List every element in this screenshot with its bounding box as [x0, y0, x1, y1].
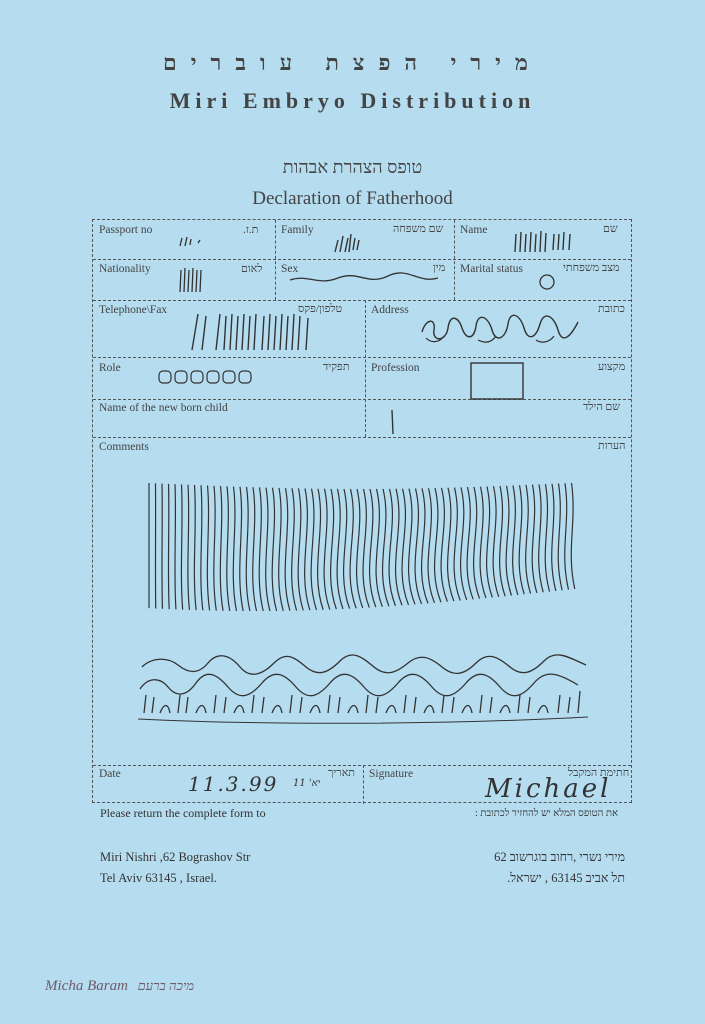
comment-scribble-stroke [201, 485, 203, 610]
address-en-line2: Tel Aviv 63145 , Israel. [100, 871, 217, 885]
row-divider [93, 437, 631, 438]
title-english: Miri Embryo Distribution [169, 88, 536, 113]
form-title-english: Declaration of Fatherhood [252, 188, 453, 209]
comment-scribble-stroke [259, 487, 263, 611]
artist-credit-he: מיכה ברעם [137, 978, 195, 993]
comments-label-he: הערות [598, 440, 626, 452]
comment-scribble-stroke [214, 486, 216, 611]
role-label-he: תפקיד [323, 361, 350, 373]
return-note-en: Please return the complete form to [100, 806, 266, 820]
comment-scribble-stroke [467, 487, 473, 599]
telephone-scribble [188, 310, 318, 354]
marital-scribble [538, 272, 558, 292]
comment-scribble-stroke [519, 485, 524, 594]
address-he-line2: תל אביב 63145 , ישראל. [507, 871, 625, 885]
comment-scribble-stroke [220, 486, 223, 611]
comment-scribble-stroke [545, 484, 549, 592]
comment-scribble-stroke [461, 487, 467, 600]
date-label: Date [99, 768, 121, 780]
passport-scribble [178, 234, 208, 250]
comment-scribble-stroke [253, 487, 257, 611]
sex-label: Sex [281, 263, 299, 275]
comment-scribble-stroke [571, 483, 575, 589]
comment-scribble-stroke [233, 487, 236, 611]
signature-label-he: חתימת המקבל [568, 767, 630, 779]
comment-scribble-stroke [266, 488, 270, 611]
sex-label-he: מין [433, 262, 446, 274]
role-scribble [157, 368, 267, 386]
comments-scribble-lines [145, 475, 585, 635]
address-en-line1: Miri Nishri ,62 Bograshov Str [100, 850, 251, 864]
row-divider [93, 357, 631, 358]
comment-scribble-stroke [324, 489, 330, 610]
form-title-hebrew: טופס הצהרת אבהות [282, 157, 423, 177]
col-divider [365, 300, 366, 437]
comment-scribble-stroke [513, 485, 518, 594]
comment-scribble-stroke [305, 489, 310, 611]
comment-scribble-stroke [428, 488, 434, 603]
comment-scribble-stroke [441, 488, 447, 602]
comment-scribble-stroke [298, 488, 303, 610]
profession-scribble [468, 360, 526, 402]
col-divider [454, 220, 455, 300]
comment-scribble-stroke [422, 488, 428, 603]
nationality-label: Nationality [99, 263, 151, 275]
comment-scribble-stroke [402, 489, 408, 605]
comment-scribble-stroke [350, 489, 356, 608]
title-hebrew: מירי הפצת עוברים [163, 50, 542, 75]
comment-scribble-stroke [357, 489, 363, 608]
comments-label: Comments [99, 441, 149, 453]
artist-credit [45, 978, 194, 995]
comment-scribble-stroke [168, 484, 169, 609]
comment-scribble-stroke [415, 488, 421, 603]
comment-scribble-stroke [370, 489, 376, 607]
comment-scribble-stroke [279, 488, 284, 611]
comment-scribble-stroke [272, 488, 276, 611]
comment-scribble-stroke [409, 489, 415, 605]
profession-label: Profession [371, 362, 420, 374]
comment-scribble-stroke [552, 484, 556, 591]
comment-scribble-stroke [311, 489, 316, 610]
comment-scribble-stroke [396, 489, 402, 606]
comment-scribble-stroke [181, 484, 182, 609]
family-label-he: שם משפחה [393, 223, 444, 235]
comment-scribble-stroke [188, 485, 190, 610]
declaration-form [92, 219, 632, 803]
address-scribble [418, 308, 588, 348]
address-he-line1: מירי נשרי ,רחוב בוגרשוב 62 [494, 850, 625, 864]
name-label: Name [460, 224, 488, 236]
row-divider [93, 300, 631, 301]
comment-scribble-stroke [331, 489, 337, 609]
date-value: 11.3.99 [188, 772, 279, 796]
comment-scribble-stroke [532, 485, 537, 593]
comment-scribble-stroke [246, 487, 250, 611]
comment-scribble-stroke [337, 489, 343, 609]
child-name-label-he: שם הילד [583, 401, 621, 413]
child-name-scribble [388, 408, 398, 436]
artist-credit-en: Micha Baram [45, 978, 128, 994]
nationality-label-he: לאום [241, 263, 263, 275]
child-name-label: Name of the new born child [99, 402, 228, 414]
comment-scribble-stroke [207, 486, 209, 611]
comment-scribble-stroke [344, 489, 350, 609]
signature-label: Signature [369, 768, 414, 780]
family-scribble [333, 230, 373, 254]
comment-scribble-stroke [506, 486, 511, 596]
role-label: Role [99, 362, 121, 374]
comment-scribble-stroke [493, 486, 499, 597]
comment-scribble-stroke [539, 484, 544, 592]
address-label: Address [371, 304, 409, 316]
name-label-he: שם [603, 223, 618, 235]
comments-scribble-text [138, 655, 593, 735]
comment-scribble-stroke [526, 485, 531, 594]
comment-scribble-stroke [285, 488, 290, 611]
nationality-scribble [178, 264, 208, 294]
comment-scribble-stroke [565, 483, 569, 589]
telephone-label: Telephone\Fax [99, 304, 168, 316]
col-divider [363, 765, 364, 804]
row-divider [93, 765, 631, 766]
date-label-he: תאריך [328, 767, 356, 779]
comment-scribble-stroke [383, 489, 389, 606]
col-divider [275, 220, 276, 300]
comment-scribble-stroke [376, 489, 382, 607]
comment-scribble-stroke [389, 489, 395, 606]
comment-scribble-stroke [454, 488, 460, 601]
comment-scribble-stroke [487, 486, 493, 597]
comment-scribble-stroke [227, 486, 230, 611]
telephone-label-he: טלפון/פקס [298, 303, 343, 315]
comment-scribble-stroke [240, 487, 243, 611]
row-divider [93, 259, 631, 260]
comment-scribble-stroke [448, 488, 454, 601]
marital-label: Marital status [460, 263, 523, 275]
sex-scribble [288, 272, 448, 292]
name-scribble [513, 228, 583, 254]
profession-label-he: מקצוע [598, 361, 626, 373]
comment-scribble-stroke [175, 484, 176, 609]
comment-scribble-stroke [480, 487, 486, 598]
return-note-he: את הטופס המלא יש להחזיר לכתובת : [475, 808, 619, 819]
comment-scribble-stroke [194, 485, 196, 610]
row-divider [93, 399, 631, 400]
comment-scribble-stroke [292, 488, 297, 610]
comment-scribble-stroke [435, 488, 441, 602]
date-value-he: יא' 11 [293, 778, 321, 789]
passport-label-he: ת.ז. [243, 224, 259, 236]
comment-scribble-stroke [558, 484, 562, 591]
comment-scribble-stroke [474, 487, 480, 599]
address-label-he: כתובת [598, 303, 625, 315]
comment-scribble-stroke [500, 486, 505, 596]
marital-label-he: מצב משפחתי [563, 262, 620, 274]
comment-scribble-stroke [318, 489, 324, 610]
passport-label: Passport no [99, 224, 153, 236]
comment-scribble-stroke [162, 484, 163, 609]
comment-scribble-stroke [363, 489, 369, 608]
signature-value: Michael [485, 774, 612, 804]
family-label: Family [281, 224, 314, 236]
